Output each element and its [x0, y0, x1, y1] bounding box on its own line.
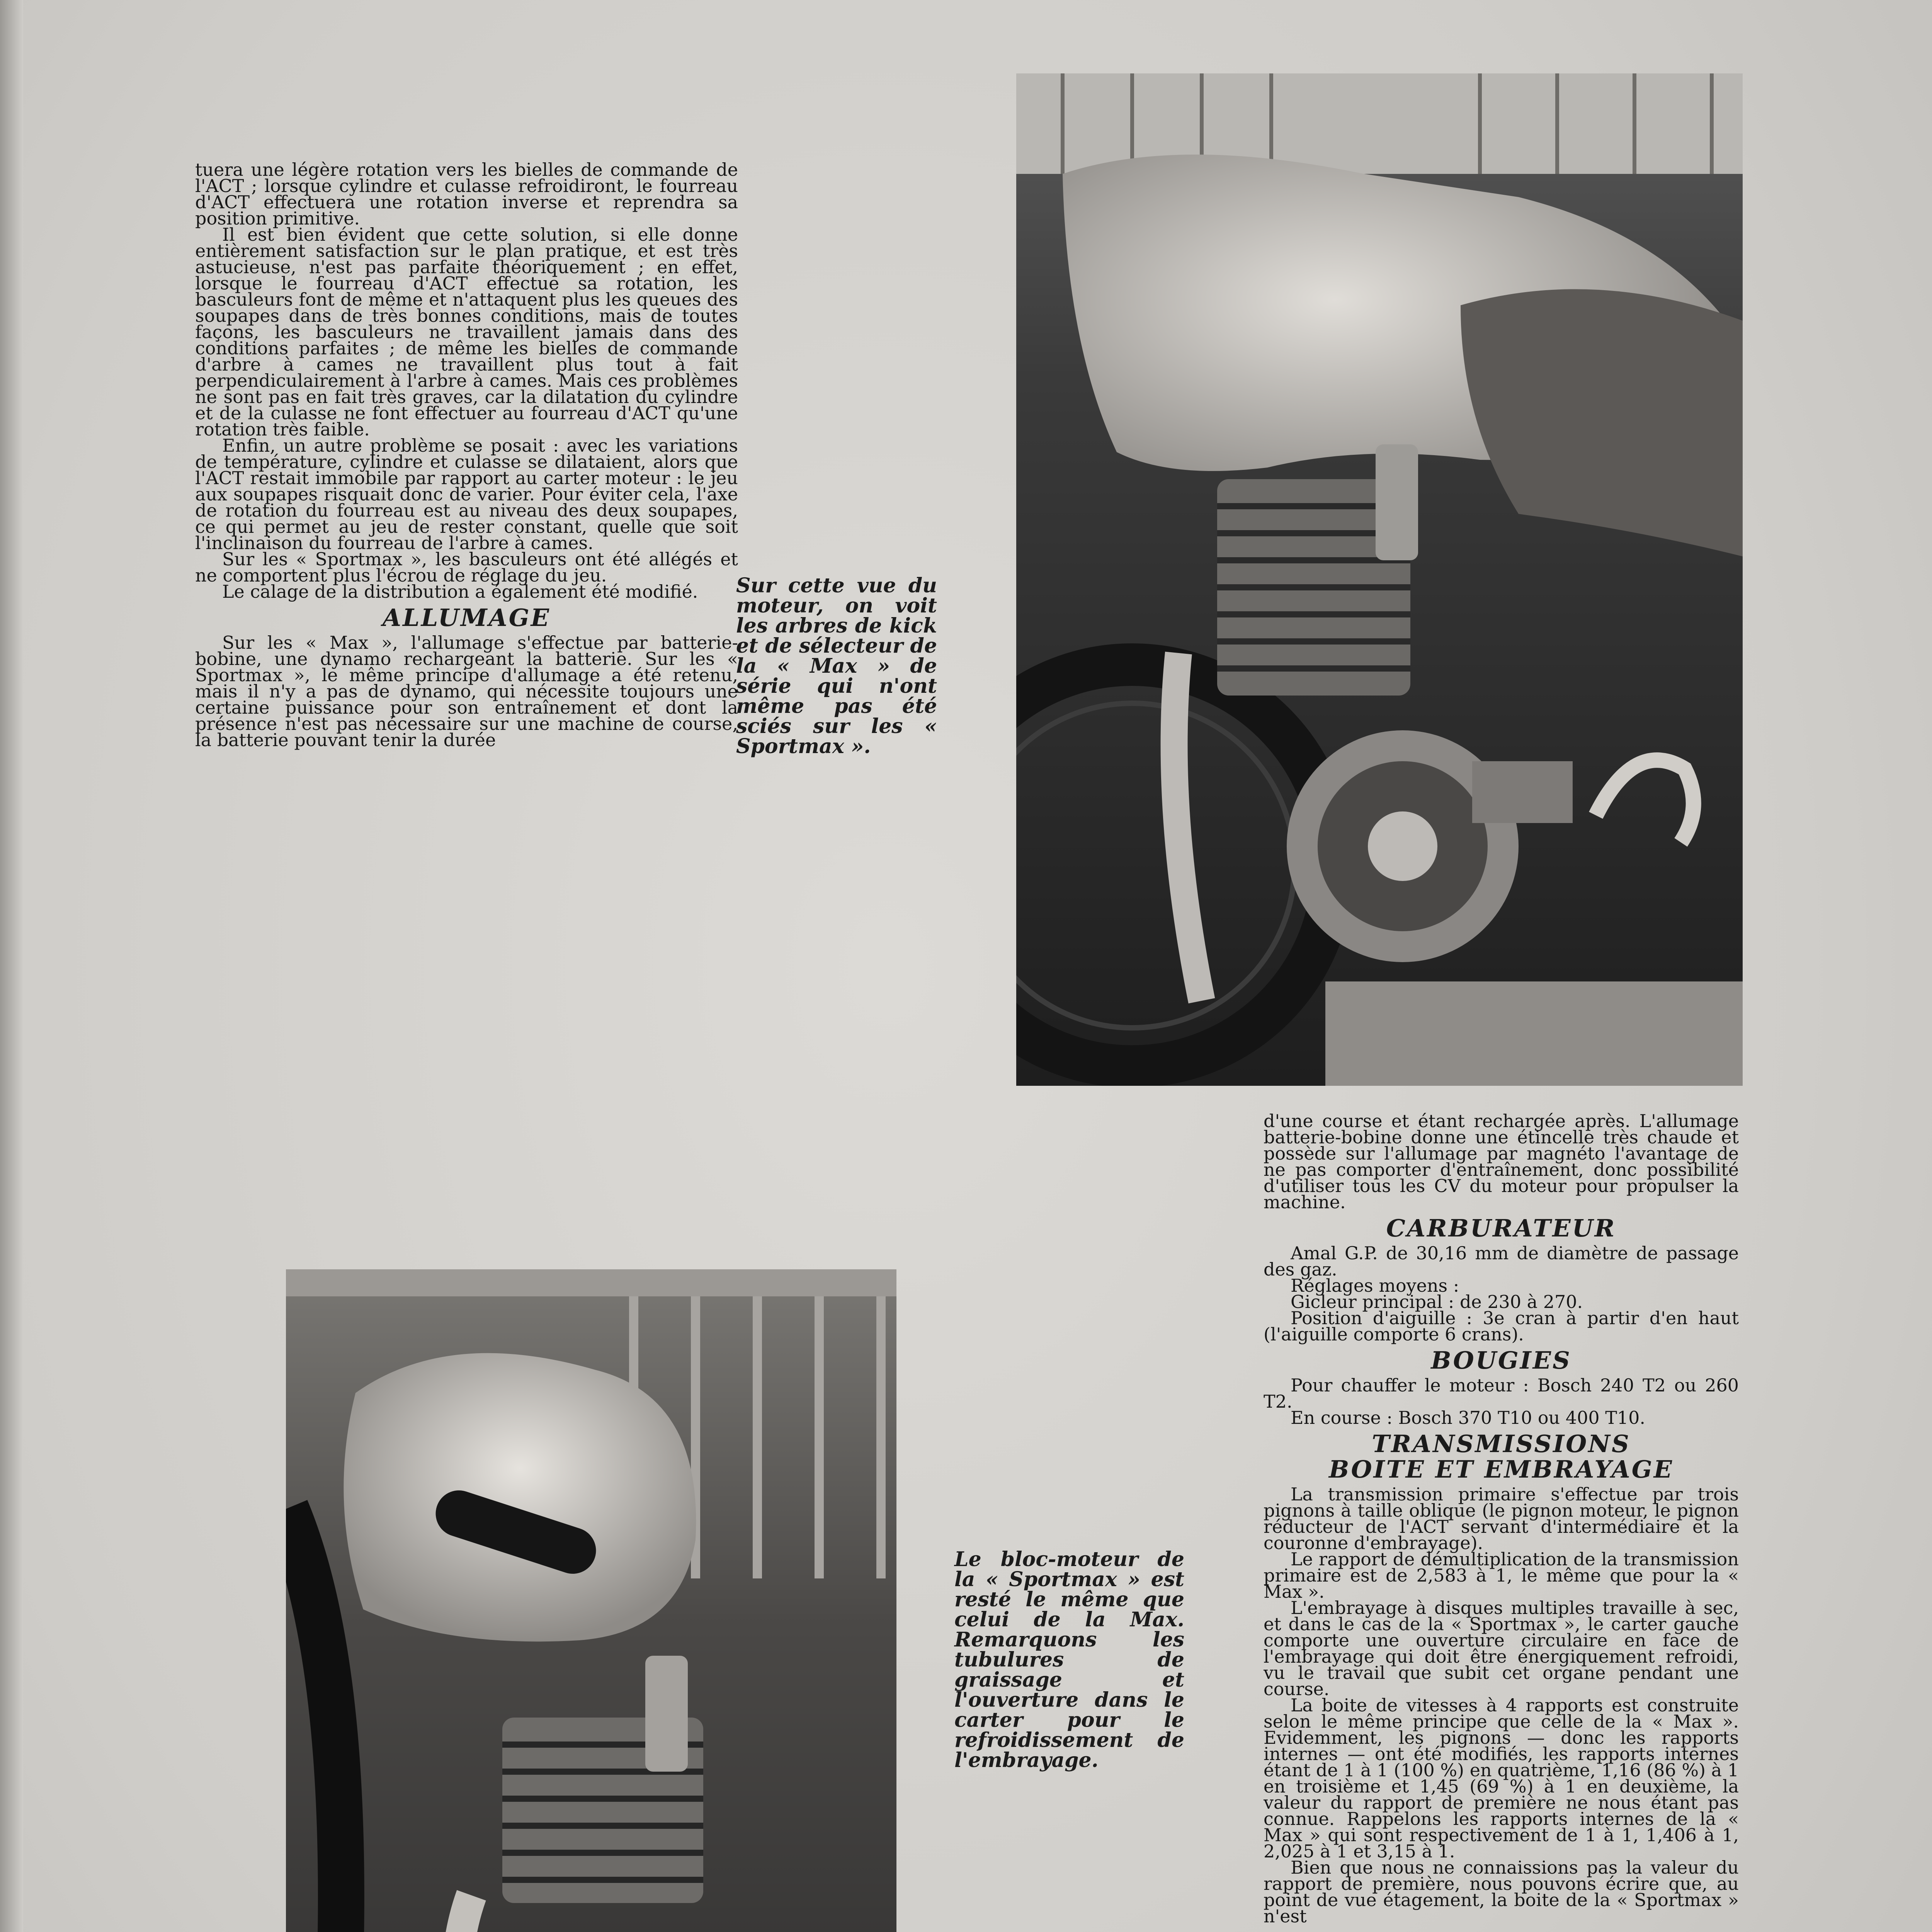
section-heading-transmissions: TRANSMISSIONS — [1372, 1430, 1631, 1458]
paragraph: Le calage de la distribution a également été modifié. — [222, 581, 698, 602]
paragraph: Gicleur principal : de 230 à 270. — [1291, 1291, 1583, 1312]
paragraph: La boite de vitesses à 4 rapports est construite selon le même principe que celle de la « Max ». Evidemment, les pignons — donc les rapports internes — ont été modifiés, les rapports internes étant de 1 à 1 (100 %) en quatrième, 1,16 (86 %) à 1 en troisième et 1,45 (69 %) à 1 en deuxième, la valeur du rapport de première ne nous étant pas connue. Rappelons les rapports internes de la « Max » qui sont respectivement de 1 à 1, 1,406 à 1, 2,025 à 1 et 3,15 à 1. — [1264, 1695, 1739, 1862]
paragraph: Enfin, un autre problème se posait : avec les variations de température, cylindre et culasse se dilataient, alors que l'ACT restait immobile par rapport au carter moteur : le jeu aux soupapes risquait donc de varier. Pour éviter cela, l'axe de rotation du fourreau est au niveau des deux soupapes, ce qui permet au jeu de rester constant, quelle que soit l'inclinaison du fourreau de l'arbre à cames. — [195, 435, 738, 553]
section-heading-carburateur: CARBURATEUR — [1386, 1214, 1616, 1242]
section-heading-allumage: ALLUMAGE — [383, 604, 551, 632]
section-heading-bougies: BOUGIES — [1431, 1346, 1571, 1374]
paragraph: Le rapport de démultiplication de la transmission primaire est de 2,583 à 1, le même que pour la « Max ». — [1264, 1549, 1739, 1602]
motorcycle-engine-image — [1016, 73, 1743, 1086]
paragraph: Pour chauffer le moteur : Bosch 240 T2 ou 260 T2. — [1264, 1375, 1739, 1412]
photo-caption-top: Sur cette vue du moteur, on voit les arbres de kick et de sélecteur de la « Max » de série qui n'ont même pas été sciés sur les « Sportmax ». — [736, 574, 937, 758]
paragraph: Sur les « Max », l'allumage s'effectue par batterie-bobine, une dynamo rechargeant la batterie. Sur les « Sportmax », le même principe d'allumage a été retenu, mais il n'y a pas de dynamo, qui nécessite toujours une certaine puissance pour son entraînement et dont la présence n'est pas nécessaire sur une machine de course, la batterie pouvant tenir la durée — [195, 632, 738, 750]
paragraph: d'une course et étant rechargée après. L'allumage batterie-bobine donne une étincelle très chaude et possède sur l'allumage par magnéto l'avantage de ne pas comporter d'entraînement, donc possibilité d'utiliser tous les CV du moteur pour propulser la machine. — [1264, 1111, 1739, 1213]
paragraph: Il est bien évident que cette solution, si elle donne entièrement satisfaction sur le plan pratique, et est très astucieuse, n'est pas parfaite théoriquement ; en effet, lorsque le fourreau d'ACT effectue sa rotation, les basculeurs font de même et n'attaquent plus les queues des soupapes dans de très bonnes conditions, mais de toutes façons, les basculeurs ne travaillent jamais dans des conditions parfaites ; de même les bielles de commande d'arbre à cames ne travaillent plus tout à fait perpendiculairement à l'arbre à cames. Mais ces problèmes ne sont pas en fait très graves, car la dilatation du cylindre et de la culasse ne font effectuer au fourreau d'ACT qu'une rotation très faible. — [195, 224, 738, 440]
right-column-text — [1264, 1111, 1739, 1927]
photo-caption-bottom: Le bloc-moteur de la « Sportmax » est resté le même que celui de la Max. Remarquons les tubulures de graissage et l'ouverture dans le carter pour le refroidissement de l'embrayage. — [954, 1548, 1184, 1772]
paragraph: En course : Bosch 370 T10 ou 400 T10. — [1291, 1407, 1646, 1428]
paragraph: Position d'aiguille : 3e cran à partir d'en haut (l'aiguille comporte 6 crans). — [1264, 1308, 1739, 1345]
left-column-text — [195, 159, 738, 750]
paragraph: Amal G.P. de 30,16 mm de diamètre de passage des gaz. — [1264, 1243, 1739, 1280]
engine-photo-top — [1016, 73, 1743, 1086]
section-heading-boite-embrayage: BOITE ET EMBRAYAGE — [1329, 1455, 1673, 1483]
paragraph: Réglages moyens : — [1291, 1275, 1459, 1296]
paragraph: La transmission primaire s'effectue par trois pignons à taille oblique (le pignon moteur, le pignon réducteur de l'ACT servant d'intermédiaire et la couronne d'embrayage). — [1264, 1484, 1739, 1553]
paragraph: L'embrayage à disques multiples travaille à sec, et dans le cas de la « Sportmax », le carter gauche comporte une ouverture circulaire en face de l'embrayage qui doit être énergiquement refroidi, vu le travail que subit cet organe pendant une course. — [1264, 1597, 1739, 1699]
engine-photo-bottom — [286, 1269, 896, 1932]
paragraph: Bien que nous ne connaissions pas la valeur du rapport de première, nous pouvons écrire que, au point de vue étagement, la boite de la « Sportmax » n'est — [1264, 1857, 1739, 1927]
paragraph: tuera une légère rotation vers les bielles de commande de l'ACT ; lorsque cylindre et culasse refroidiront, le fourreau d'ACT effectuera une rotation inverse et reprendra sa position primitive. — [195, 159, 738, 229]
paragraph: Sur les « Sportmax », les basculeurs ont été allégés et ne comportent plus l'écrou de réglage du jeu. — [195, 549, 738, 586]
page-gutter-shadow — [0, 0, 23, 1932]
motorcycle-engine-block-image — [286, 1269, 896, 1932]
